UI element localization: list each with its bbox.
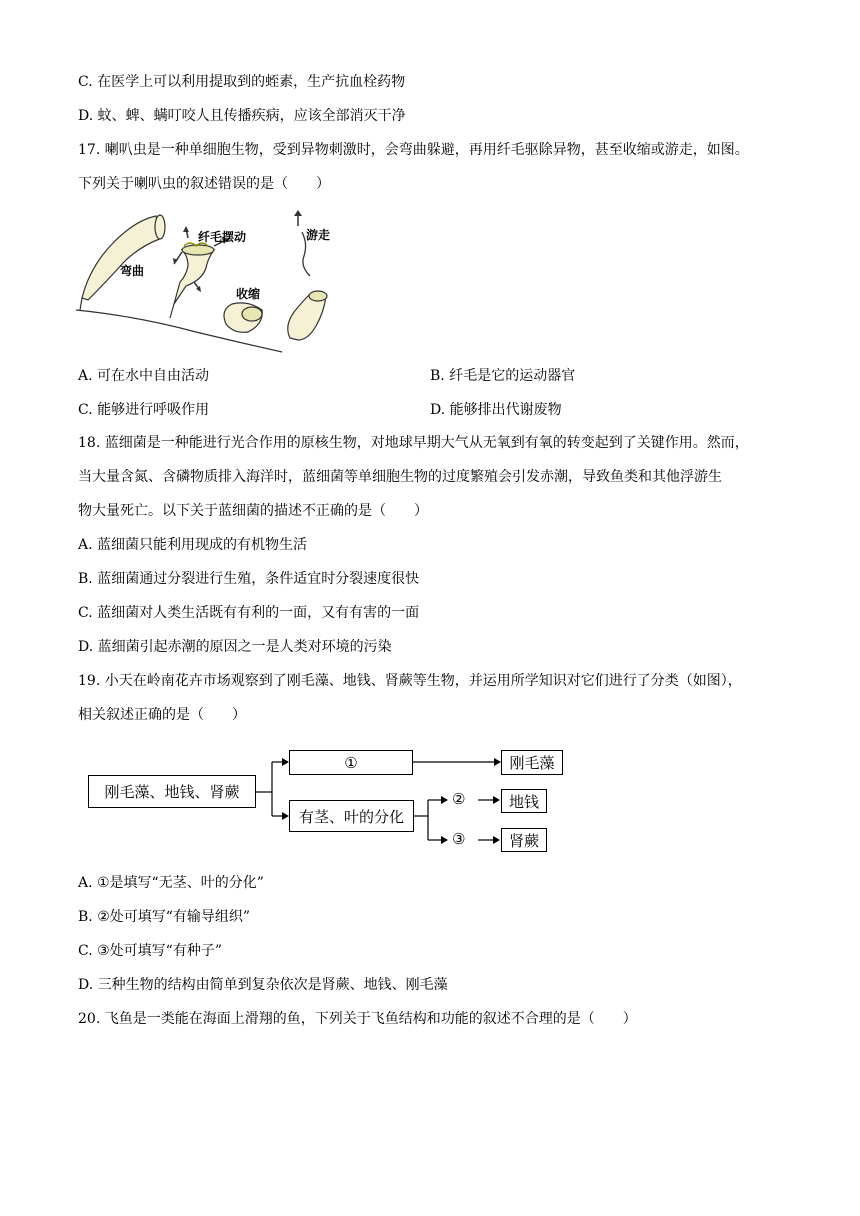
diagram-branch2-box: 有茎、叶的分化 <box>289 800 414 832</box>
q18-stem-line3: 物大量死亡。以下关于蓝细菌的描述不正确的是（ ） <box>78 503 428 519</box>
q18-option-a: A. 蓝细菌只能利用现成的有机物生活 <box>78 537 308 553</box>
q16-option-d: D. 蚊、蜱、螨叮咬人且传播疾病，应该全部消灭干净 <box>78 108 406 124</box>
figure-label-cilia: 纤毛摆动 <box>198 230 247 244</box>
q17-option-d: D. 能够排出代谢废物 <box>430 402 562 418</box>
q19-option-d: D. 三种生物的结构由简单到复杂依次是肾蕨、地钱、刚毛藻 <box>78 977 448 993</box>
q18-option-d: D. 蓝细菌引起赤潮的原因之一是人类对环境的污染 <box>78 639 392 655</box>
q17-option-c: C. 能够进行呼吸作用 <box>78 402 210 418</box>
diagram-root-box: 刚毛藻、地钱、肾蕨 <box>88 775 256 808</box>
q18-option-b: B. 蓝细菌通过分裂进行生殖，条件适宜时分裂速度很快 <box>78 571 420 587</box>
q19-option-c: C. ③处可填写“有种子” <box>78 943 222 959</box>
q19-option-a: A. ①是填写“无茎、叶的分化” <box>78 875 264 891</box>
diagram-mark-2: ② <box>452 790 466 808</box>
diagram-leaf-marchantia: 地钱 <box>501 789 547 813</box>
figure-label-bend: 弯曲 <box>120 264 145 278</box>
q18-stem-line1: 18. 蓝细菌是一种能进行光合作用的原核生物，对地球早期大气从无氧到有氧的转变起到了关键作用。然而， <box>78 435 749 451</box>
q20-stem-line1: 20. 飞鱼是一类能在海面上滑翔的鱼，下列关于飞鱼结构和功能的叙述不合理的是（ ） <box>78 1011 637 1027</box>
figure-label-swim: 游走 <box>306 228 331 242</box>
diagram-leaf-cladophora: 刚毛藻 <box>501 750 563 775</box>
q16-option-c: C. 在医学上可以利用提取到的蛭素，生产抗血栓药物 <box>78 74 406 90</box>
q17-option-a: A. 可在水中自由活动 <box>78 368 210 384</box>
swimming-animalcule <box>262 276 282 326</box>
trumpet-animalcule-figure <box>76 206 286 356</box>
q18-stem-line2: 当大量含氮、含磷物质排入海洋时，蓝细菌等单细胞生物的过度繁殖会引发赤潮，导致鱼类和其他浮游生 <box>78 469 722 485</box>
q17-stem-line1: 17. 喇叭虫是一种单细胞生物，受到异物刺激时，会弯曲躲避，再用纤毛驱除异物，甚至收缩或游走，如图。 <box>78 142 749 158</box>
q18-option-c: C. 蓝细菌对人类生活既有有利的一面，又有有害的一面 <box>78 605 420 621</box>
q19-option-b: B. ②处可填写“有输导组织” <box>78 909 251 925</box>
q17-stem-line2: 下列关于喇叭虫的叙述错误的是（ ） <box>78 176 330 192</box>
contracted-animalcule <box>224 303 262 332</box>
q17-option-b: B. 纤毛是它的运动器官 <box>430 368 576 384</box>
figure-label-contract: 收缩 <box>236 287 261 301</box>
diagram-branch1-box: ① <box>289 750 413 775</box>
q19-stem-line1: 19. 小天在岭南花卉市场观察到了刚毛藻、地钱、肾蕨等生物，并运用所学知识对它们进行了分类（如图）， <box>78 673 742 689</box>
diagram-leaf-nephrolepis: 肾蕨 <box>501 828 547 852</box>
q19-stem-line2: 相关叙述正确的是（ ） <box>78 707 246 723</box>
diagram-mark-3: ③ <box>452 830 466 848</box>
